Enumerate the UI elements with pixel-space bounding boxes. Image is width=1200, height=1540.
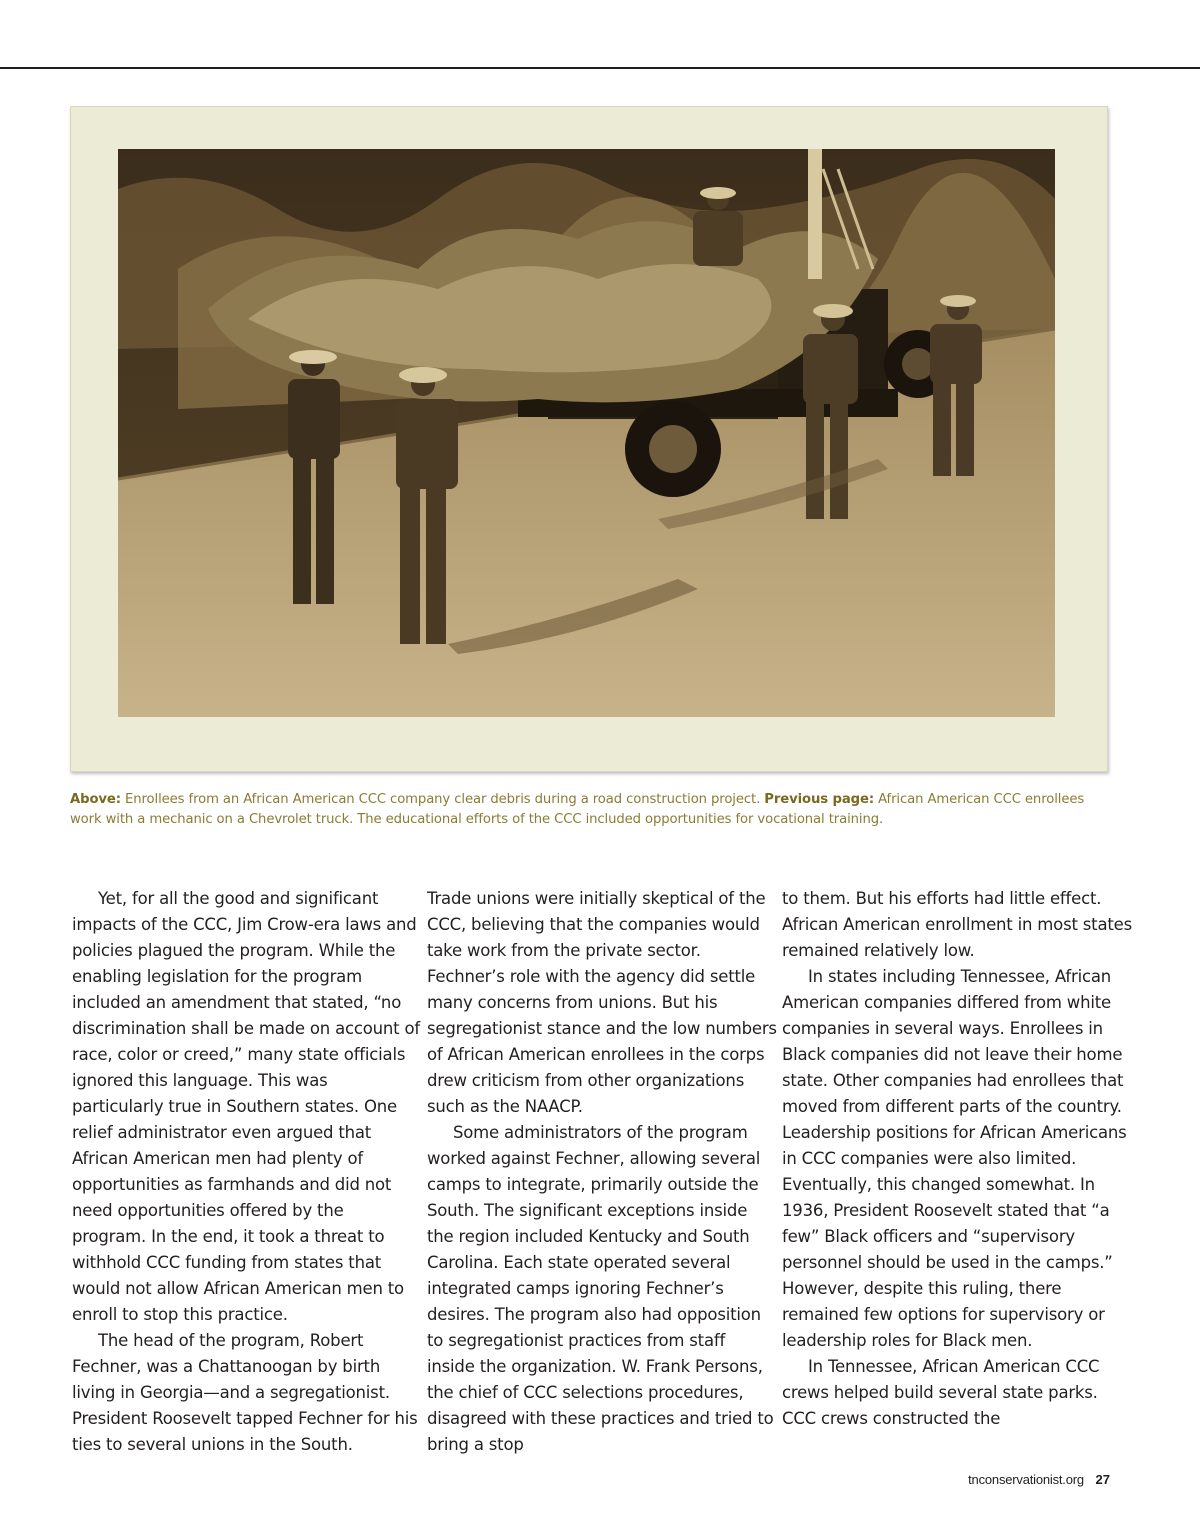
article-column-3 — [782, 886, 1132, 1432]
caption-label-above: Above: — [70, 792, 121, 807]
paragraph: In Tennessee, African American CCC crews helped build several state parks. CCC crews constructed the — [782, 1357, 1100, 1428]
photo-mount — [70, 106, 1108, 772]
page-footer — [968, 1472, 1110, 1487]
paragraph: Trade unions were initially skeptical of the CCC, believing that the companies would take work from the private sector. Fechner’s role with the agency did settle many concerns from unions. But his segregationist stance and the low numbers of African American enrollees in the corps drew criticism from other organizations such as the NAACP. — [427, 889, 777, 1116]
article-column-2 — [427, 886, 777, 1458]
caption-text-above: Enrollees from an African American CCC company clear debris during a road construction project. — [125, 792, 761, 807]
caption-label-previous: Previous page: — [764, 792, 874, 807]
header-rule — [0, 67, 1200, 69]
caption-text-previous: African American CCC enrollees work with a mechanic on a Chevrolet truck. The educational efforts of the CCC included opportunities for vocational training. — [70, 792, 1085, 827]
historical-photo — [118, 149, 1055, 717]
paragraph: Yet, for all the good and significant impacts of the CCC, Jim Crow-era laws and policies plagued the program. While the enabling legislation for the program included an amendment that stated, “no discrimination shall be made on account of race, color or creed,” many state officials ignored this language. This was particularly true in Southern states. One relief administrator even argued that African American men had plenty of opportunities as farmhands and did not need opportunities offered by the program. In the end, it took a threat to withhold CCC funding from states that would not allow African American men to enroll to stop this practice. — [72, 889, 420, 1324]
article-column-1 — [72, 886, 422, 1458]
page-number: 27 — [1095, 1472, 1110, 1487]
photo-caption — [70, 790, 1110, 830]
paragraph: Some administrators of the program worked against Fechner, allowing several camps to integrate, primarily outside the South. The significant exceptions inside the region included Kentucky and South Carolina. Each state operated several integrated camps ignoring Fechner’s desires. The program also had opposition to segregationist practices from staff inside the organization. W. Frank Persons, the chief of CCC selections procedures, disagreed with these practices and tried to bring a stop — [427, 1123, 774, 1454]
paragraph: to them. But his efforts had little effect. African American enrollment in most states remained relatively low. — [782, 889, 1132, 960]
footer-url[interactable]: tnconservationist.org — [968, 1472, 1084, 1487]
paragraph: The head of the program, Robert Fechner, was a Chattanoogan by birth living in Georgia—and a segregationist. President Roosevelt tapped Fechner for his ties to several unions in the South. — [72, 1331, 418, 1454]
paragraph: In states including Tennessee, African American companies differed from white companies in several ways. Enrollees in Black companies did not leave their home state. Other companies had enrollees that moved from different parts of the country. Leadership positions for African Americans in CCC companies were also limited. Eventually, this changed somewhat. In 1936, President Roosevelt stated that “a few” Black officers and “supervisory personnel should be used in the camps.” However, despite this ruling, there remained few options for supervisory or leadership roles for Black men. — [782, 967, 1127, 1350]
